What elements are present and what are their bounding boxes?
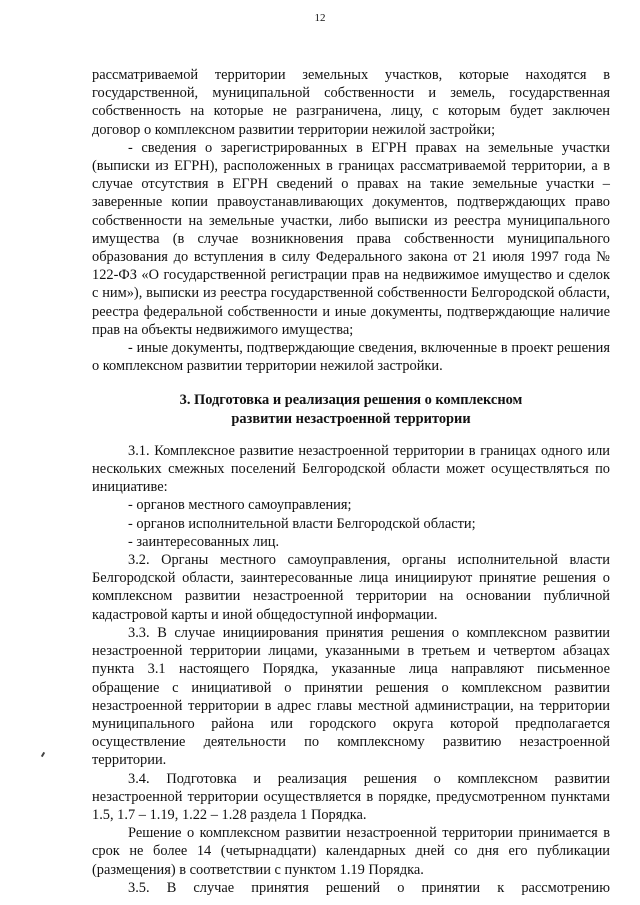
- clause-3-1: 3.1. Комплексное развитие незастроенной территории в границах одного или нескольких смежных поселений Белгородской области может осуществляться по инициативе:: [92, 442, 610, 496]
- clause-3-5: 3.5. В случае принятия решений о принятии к рассмотрению: [128, 879, 610, 896]
- section-heading: [92, 391, 610, 427]
- clause-3-4: 3.4. Подготовка и реализация решения о комплексном развитии незастроенной территории осуществляется в порядке, предусмотренном пунктами 1.5, 1.7 – 1.19, 1.22 – 1.28 раздела 1 Порядка.: [92, 770, 610, 823]
- clause-3-3: 3.3. В случае инициирования принятия решения о комплексном развитии незастроенной территории лицами, указанными в третьем и четвертом абзацах пункта 3.1 настоящего Порядка, указанные лица направляют письменное обращение с инициативой о принятии решения о комплексном развитии незастроенной территории в адрес главы местной администрации, на территории муниципального района или городского округа которой предполагается осуществление деятельности по комплексному развитию незастроенной территории.: [92, 624, 610, 769]
- list-item-local-government: - органов местного самоуправления;: [128, 497, 352, 514]
- list-item-interested-parties: - заинтересованных лиц.: [128, 533, 280, 550]
- section-heading-line-1: 3. Подготовка и реализация решения о комплексном: [179, 392, 523, 409]
- document-body: [92, 66, 610, 897]
- paragraph-continuation: рассматриваемой территории земельных участков, которые находятся в государственной, муниципальной собственности и земель, государственная собственность на которые не разграничена, лицу, с которым будет заключен договор о комплексном развитии территории нежилой застройки;: [92, 67, 610, 138]
- clause-3-2: 3.2. Органы местного самоуправления, органы исполнительной власти Белгородской области, заинтересованные лица инициируют принятие решения о комплексном развитии незастроенной территории на основании публичной кадастровой карты и иной общедоступной информации.: [92, 552, 610, 623]
- paragraph-other-docs: - иные документы, подтверждающие сведения, включенные в проект решения о комплексном развитии территории нежилой застройки.: [92, 340, 610, 375]
- page-number: 12: [314, 12, 326, 24]
- paragraph-decision-deadline: Решение о комплексном развитии незастроенной территории принимается в срок не более 14 (четырнадцати) календарных дней со дня его публикации (размещения) в соответствии с пунктом 1.19 Порядка.: [92, 825, 610, 878]
- section-heading-line-2: развитии незастроенной территории: [231, 410, 471, 427]
- list-item-executive-bodies: - органов исполнительной власти Белгородской области;: [128, 515, 476, 532]
- margin-mark: [41, 752, 45, 757]
- paragraph-egrn-info: - сведения о зарегистрированных в ЕГРН правах на земельные участки (выписки из ЕГРН), расположенных в границах рассматриваемой территории, а в случае отсутствия в ЕГРН сведений о правах на такие земельные участки – заверенные копии правоустанавливающих документов, подтверждающих право собственности на земельные участки, либо выписки из реестра муниципального имущества (в случае возникновения права собственности муниципального образования до вступления в силу Федерального закона от 21 июля 1997 года № 122-ФЗ «О государственной регистрации прав на недвижимое имущество и сделок с ним»), выписки из реестра государственной собственности Белгородской области, реестра федеральной собственности и иные документы, подтверждающие наличие прав на объекты недвижимого имущества;: [92, 139, 610, 338]
